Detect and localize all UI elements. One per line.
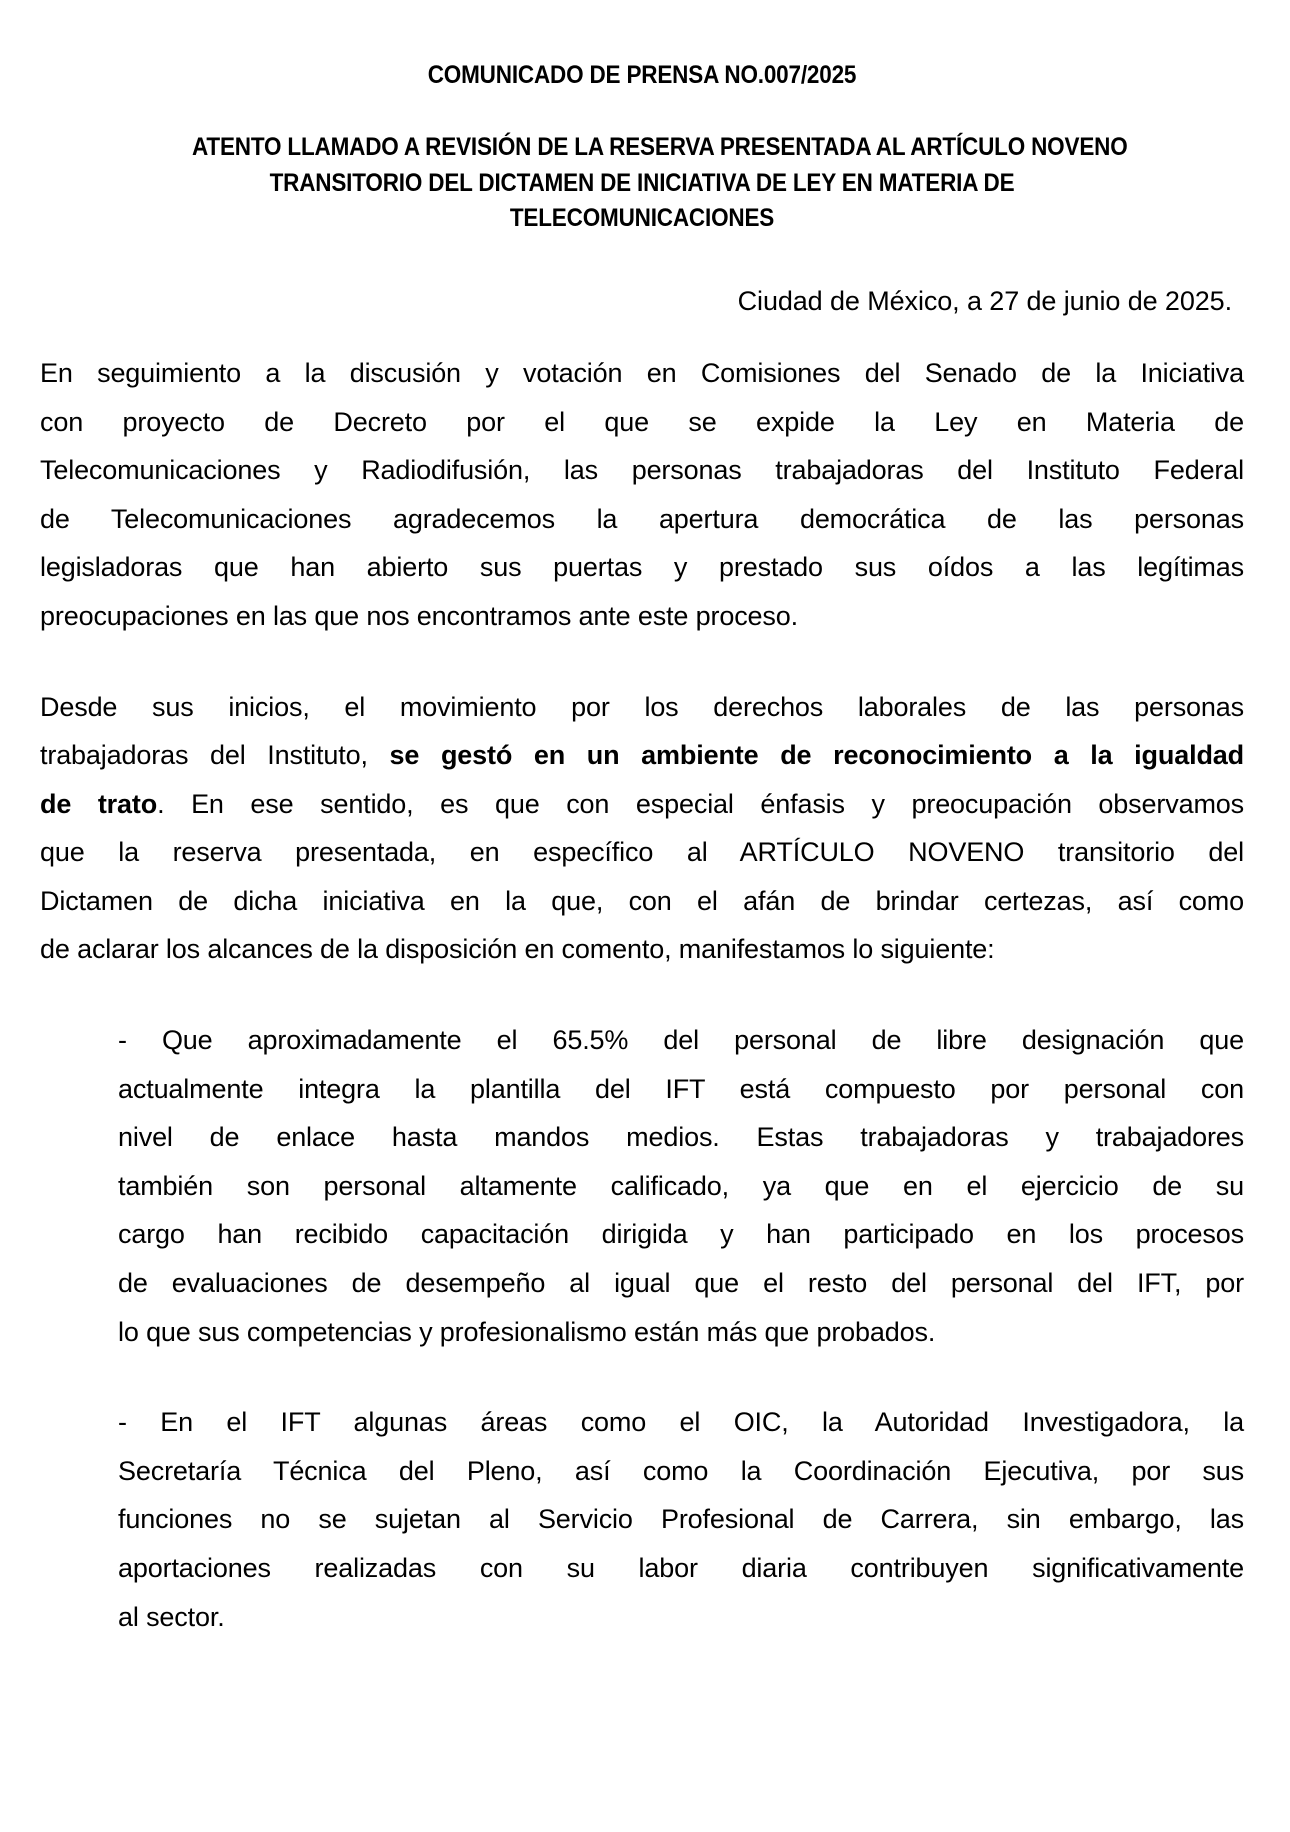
paragraph-2-plain-suffix: . En ese sentido, es que con especial énfasis y preocupación observamos — [157, 788, 1244, 819]
document-subtitle-line-3: TELECOMUNICACIONES — [509, 204, 775, 232]
paragraph-3-line-2: actualmente integra la plantilla del IFT está compuesto por personal con — [118, 1073, 1244, 1104]
paragraph-2 — [40, 683, 1244, 975]
paragraph-4-line-5: al sector. — [118, 1601, 225, 1632]
paragraph-2-bold-part-b: de trato — [40, 788, 158, 819]
paragraph-2-bold-part-a: se gestó en un ambiente de reconocimiento a la igualdad — [389, 740, 1244, 771]
paragraph-2-line-4: que la reserva presentada, en específico al ARTÍCULO NOVENO transitorio del — [40, 837, 1244, 868]
paragraph-3-line-7: lo que sus competencias y profesionalismo están más que probados. — [118, 1316, 936, 1347]
paragraph-1-line-1: En seguimiento a la discusión y votación en Comisiones del Senado de la Iniciativa — [40, 357, 1244, 388]
document-subtitle — [192, 130, 1128, 237]
paragraph-3-line-5: cargo han recibido capacitación dirigida y han participado en los procesos — [118, 1219, 1244, 1250]
paragraph-1-line-2: con proyecto de Decreto por el que se expide la Ley en Materia de — [40, 406, 1244, 437]
paragraph-2-line-3 — [40, 780, 1244, 829]
paragraph-1-line-6: preocupaciones en las que nos encontramos ante este proceso. — [40, 600, 798, 631]
paragraph-2-line-5: Dictamen de dicha iniciativa en la que, con el afán de brindar certezas, así como — [40, 885, 1244, 916]
paragraph-2-plain-prefix: trabajadoras del Instituto, — [40, 740, 390, 771]
paragraph-3-line-1: - Que aproximadamente el 65.5% del personal de libre designación que — [118, 1025, 1244, 1056]
paragraph-3-line-4: también son personal altamente calificado, ya que en el ejercicio de su — [118, 1170, 1244, 1201]
paragraph-2-line-2 — [40, 731, 1244, 780]
paragraph-4-line-3: funciones no se sujetan al Servicio Profesional de Carrera, sin embargo, las — [118, 1504, 1244, 1535]
paragraph-4-line-4: aportaciones realizadas con su labor diaria contribuyen significativamente — [118, 1553, 1244, 1583]
document-subtitle-line-1: ATENTO LLAMADO A REVISIÓN DE LA RESERVA PRESENTADA AL ARTÍCULO NOVENO — [192, 133, 1128, 161]
page-title: COMUNICADO DE PRENSA NO.007/2025 — [427, 61, 857, 89]
document-subtitle-line-2: TRANSITORIO DEL DICTAMEN DE INICIATIVA DE LEY EN MATERIA DE — [269, 168, 1015, 197]
paragraph-1-line-5: legisladoras que han abierto sus puertas y prestado sus oídos a las legítimas — [40, 552, 1244, 583]
paragraph-2-line-6: de aclarar los alcances de la disposición en comento, manifestamos lo siguiente: — [40, 934, 995, 965]
paragraph-3-line-3: nivel de enlace hasta mandos medios. Estas trabajadoras y trabajadores — [118, 1122, 1244, 1153]
document-body — [40, 349, 1244, 1641]
paragraph-1-line-4: de Telecomunicaciones agradecemos la apertura democrática de las personas — [40, 503, 1244, 534]
paragraph-1-line-3: Telecomunicaciones y Radiodifusión, las personas trabajadoras del Instituto Federal — [40, 455, 1244, 486]
paragraph-4-line-2: Secretaría Técnica del Pleno, así como la Coordinación Ejecutiva, por sus — [118, 1455, 1244, 1486]
paragraph-3-bullet-1 — [118, 1016, 1244, 1356]
paragraph-1 — [40, 349, 1244, 641]
paragraph-4-line-1: - En el IFT algunas áreas como el OIC, la Autoridad Investigadora, la — [118, 1407, 1244, 1438]
paragraph-2-line-1: Desde sus inicios, el movimiento por los derechos laborales de las personas — [40, 691, 1244, 722]
dateline: Ciudad de México, a 27 de junio de 2025. — [737, 285, 1232, 316]
paragraph-3-line-6: de evaluaciones de desempeño al igual que el resto del personal del IFT, por — [118, 1268, 1244, 1299]
paragraph-4-bullet-2 — [118, 1398, 1244, 1641]
